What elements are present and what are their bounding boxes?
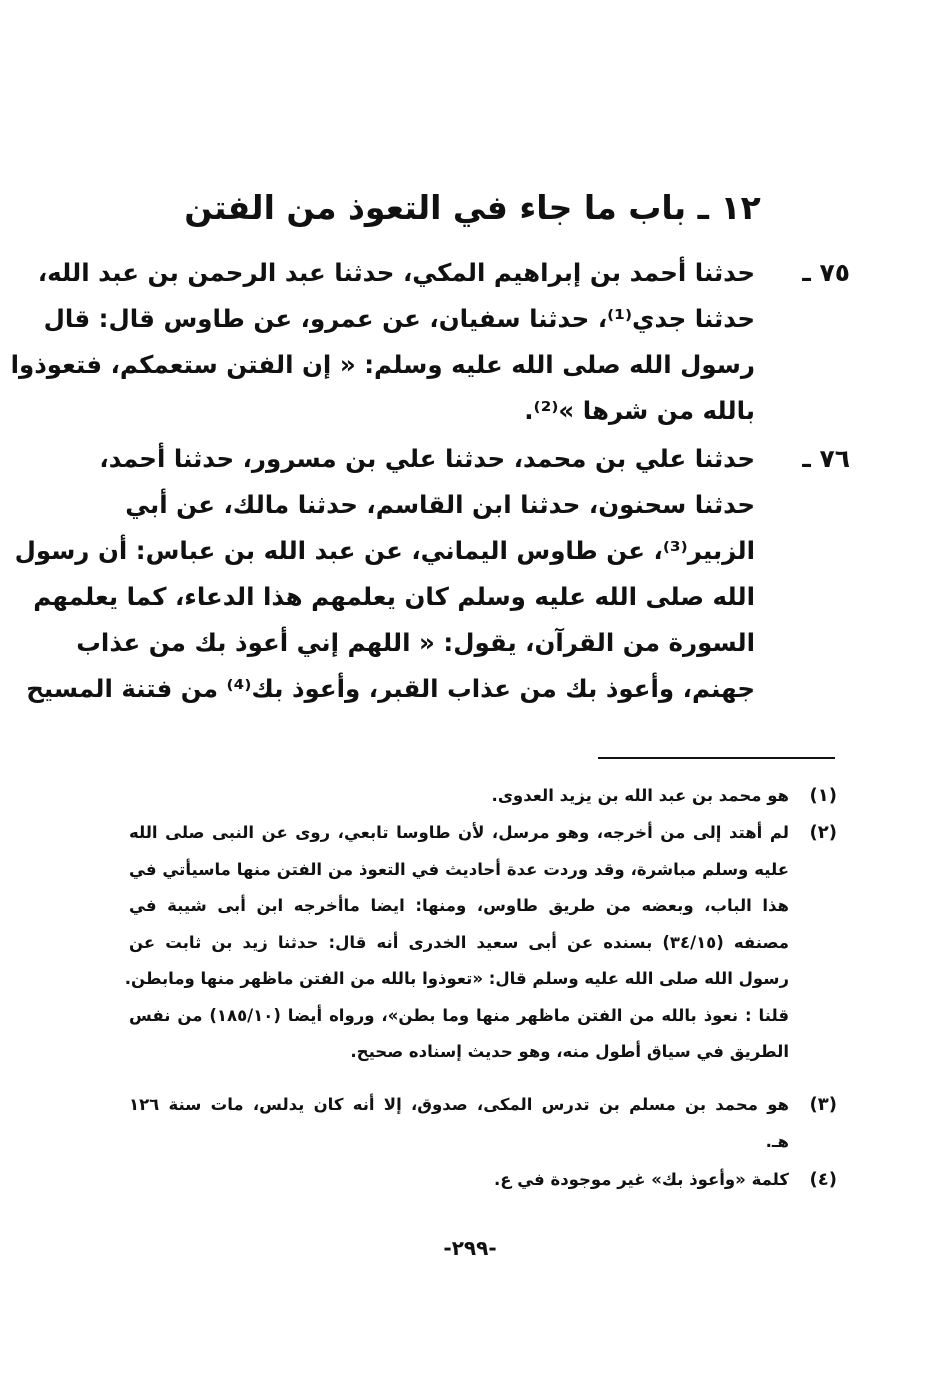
footnote-line: كلمة «وأعوذ بك» غير موجودة في ع. xyxy=(493,1170,789,1189)
text-line: حدثنا سحنون، حدثنا ابن القاسم، حدثنا مالك، عن أبي xyxy=(125,490,755,519)
hadith-text xyxy=(10,250,755,434)
hadith-number: ٧٦ ـ xyxy=(802,444,850,473)
hadith-text xyxy=(14,436,755,712)
footnote-line: لم أهتد إلى من أخرجه، وهو مرسل، لأن طاوسا تابعي، روى عن النبى صلى الله xyxy=(129,823,789,842)
footnote-line: هذا الباب، وبعضه من طريق طاوس، ومنها: ايضا ماأخرجه ابن أبى شيبة في xyxy=(129,896,789,915)
footnote-number: (٢) xyxy=(809,822,837,843)
footnote-line: هو محمد بن عبد الله بن يزيد العدوى. xyxy=(491,786,789,805)
footnote-line: هو محمد بن مسلم بن تدرس المكى، صدوق، إلا أنه كان يدلس، مات سنة ١٢٦ xyxy=(129,1095,789,1114)
footnote-separator xyxy=(598,757,835,759)
footnote-number: (١) xyxy=(809,785,837,806)
footnote-text xyxy=(129,778,789,815)
text-line: حدثنا جدي⁽¹⁾، حدثنا سفيان، عن عمرو، عن طاوس قال: قال xyxy=(43,304,755,333)
footnote-line: قلنا : نعوذ بالله من الفتن ماظهر منها وما بطن»، ورواه أيضا (١٨٥/١٠) من نفس xyxy=(129,1005,789,1025)
text-line: جهنم، وأعوذ بك من عذاب القبر، وأعوذ بك⁽⁴⁾ من فتنة المسيح xyxy=(26,674,755,703)
footnote-line: رسول الله صلى الله عليه وسلم قال: «تعوذوا بالله من الفتن ماظهر منها ومابطن. xyxy=(124,969,789,988)
chapter-title: ١٢ ـ باب ما جاء في التعوذ من الفتن xyxy=(184,188,761,227)
text-line: السورة من القرآن، يقول: « اللهم إني أعوذ بك من عذاب xyxy=(76,628,755,657)
footnote-line: الطريق في سياق أطول منه، وهو حديث إسناده صحيح. xyxy=(350,1042,789,1061)
footnote-number: (٤) xyxy=(809,1169,837,1190)
footnote-text xyxy=(129,1087,789,1160)
footnote-number: (٣) xyxy=(809,1094,837,1115)
text-line: حدثنا أحمد بن إبراهيم المكي، حدثنا عبد الرحمن بن عبد الله، xyxy=(37,258,755,287)
text-line: بالله من شرها »⁽²⁾. xyxy=(524,396,755,425)
text-line: الزبير⁽³⁾، عن طاوس اليماني، عن عبد الله بن عباس: أن رسول xyxy=(14,536,755,565)
footnote-text xyxy=(124,815,789,1071)
text-line: رسول الله صلى الله عليه وسلم: « إن الفتن ستعمكم، فتعوذوا xyxy=(10,350,755,379)
footnote-line: هـ. xyxy=(765,1131,789,1151)
footnote-line: مصنفه (٣٤/١٥) بسنده عن أبى سعيد الخدرى أنه قال: حدثنا زيد بن ثابت عن xyxy=(129,932,789,952)
text-line: الله صلى الله عليه وسلم كان يعلمهم هذا الدعاء، كما يعلمهم xyxy=(33,582,755,611)
footnote-text xyxy=(129,1162,789,1199)
hadith-number: ٧٥ ـ xyxy=(802,258,850,287)
text-line: حدثنا علي بن محمد، حدثنا علي بن مسرور، حدثنا أحمد، xyxy=(99,444,755,473)
footnote-line: عليه وسلم مباشرة، وقد وردت عدة أحاديث في التعوذ من الفتن منها ماسيأتي في xyxy=(129,859,789,879)
page-number: -٢٩٩- xyxy=(443,1236,497,1260)
